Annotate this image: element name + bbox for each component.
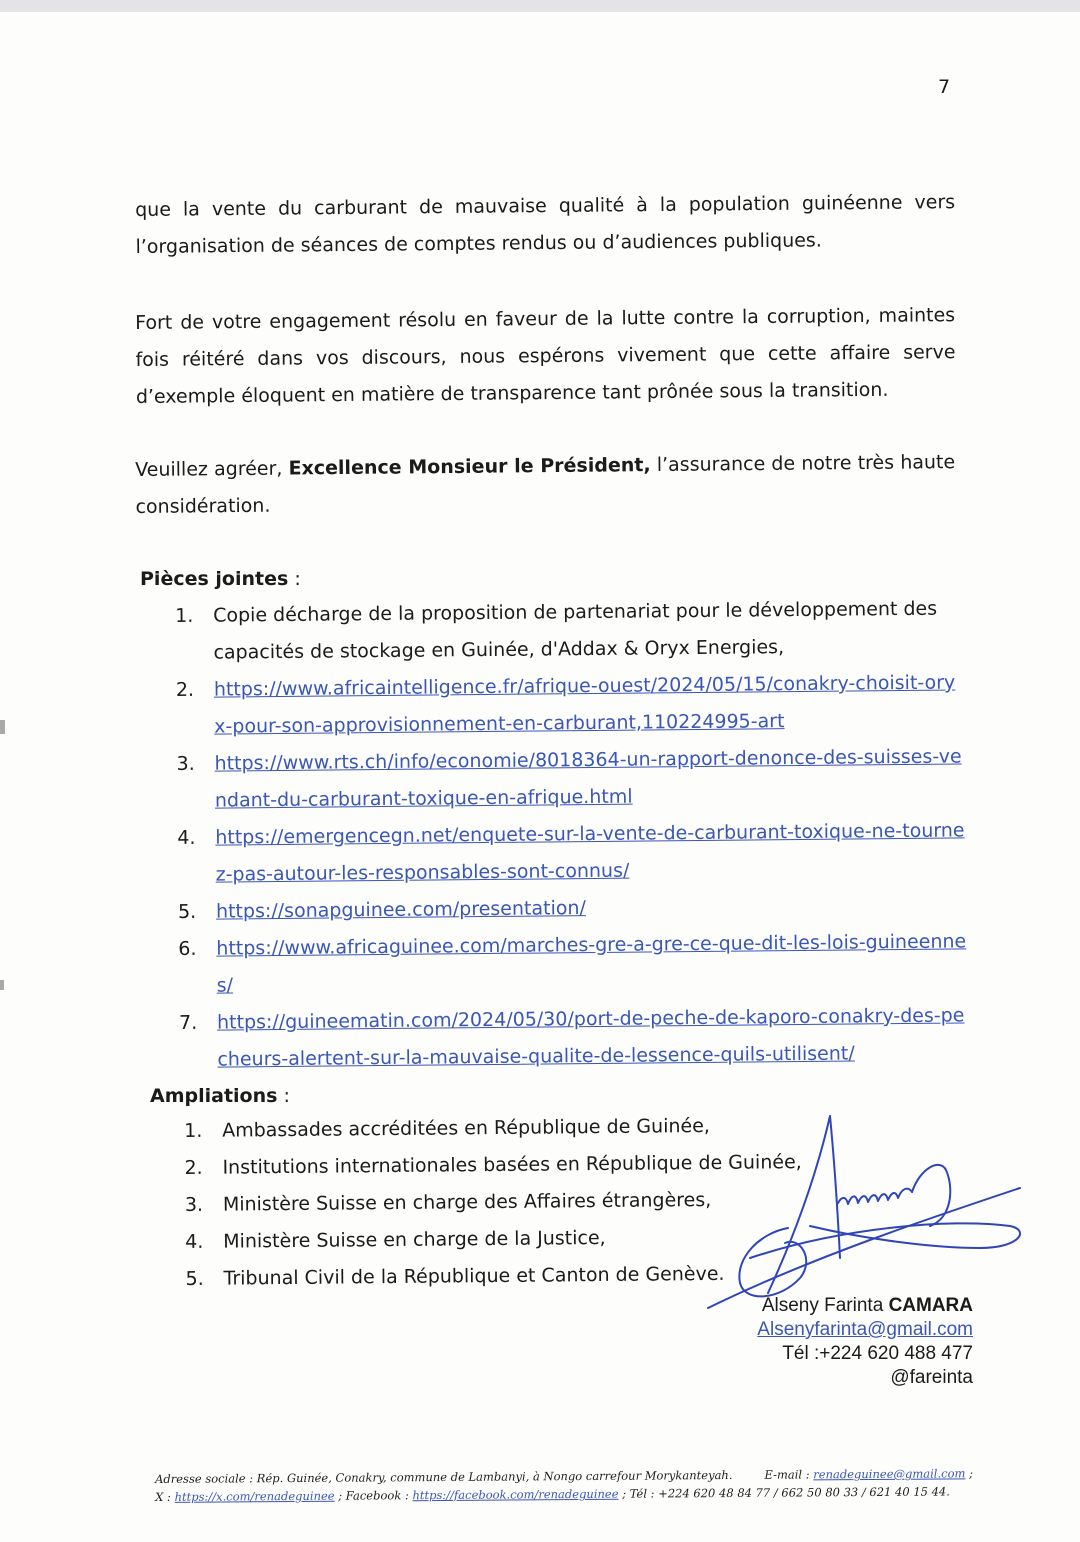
- closing-text: Veuillez agréer,: [135, 457, 289, 481]
- attachment-item: 7. https://guineematin.com/2024/05/30/port-de-peche-de-kaporo-conakry-des-pecheurs-alertent-sur-la-mauvaise-qualite-de-lessence-quils-utilisent/: [178, 1004, 965, 1071]
- attachment-item: 3. https://www.rts.ch/info/economie/8018364-un-rapport-denonce-des-suisses-vendant-du-carburant-toxique-en-afrique.html: [176, 745, 962, 812]
- page-number: 7: [938, 76, 951, 98]
- footer-address: Rép. Guinée, Conakry, commune de Lambanyi, à Nongo carrefour Morykanteyah.: [253, 1467, 733, 1486]
- attachment-item: 5. https://sonapguinee.com/presentation/: [177, 897, 586, 923]
- scan-edge-mark: [0, 980, 4, 990]
- attachment-link[interactable]: https://www.rts.ch/info/economie/8018364-un-rapport-denonce-des-suisses-vendant-du-carburant-toxique-en-afrique.html: [214, 745, 962, 812]
- attachment-item: 1. Copie décharge de la proposition de partenariat pour le développement des capacités de stockage en Guinée, d'Addax & Oryx Energies,: [175, 597, 938, 664]
- ampliation-item: 3. Ministère Suisse en charge des Affaires étrangères,: [184, 1188, 712, 1216]
- signatory-phone: Tél :+224 620 488 477: [782, 1343, 973, 1364]
- ampliation-item: 1. Ambassades accréditées en République de Guinée,: [184, 1114, 710, 1142]
- letterhead-footer: Adresse sociale : Rép. Guinée, Conakry, commune de Lambanyi, à Nongo carrefour Morykanteyah. E-mail : renadeguinee@gmail.com ; X : https://x.com/renadeguinee ; Facebook : https://facebook.com/renadeguinee ; Tél : +224 620 48 84 77 / 662 50 80 33 / 621 40 15 44.: [155, 1466, 973, 1504]
- scan-edge-mark: [0, 720, 5, 734]
- attachments-list: [175, 590, 970, 1079]
- attachment-item: 4. https://emergencegn.net/enquete-sur-la-vente-de-carburant-toxique-ne-tournez-pas-autour-les-responsables-sont-connus/: [177, 819, 965, 886]
- ampliations-heading: Ampliations :: [150, 1085, 290, 1107]
- footer-x-link[interactable]: https://x.com/renadeguinee: [174, 1488, 335, 1504]
- ampliation-item: 5. Tribunal Civil de la République et Canton de Genève.: [185, 1262, 725, 1290]
- attachment-text: Copie décharge de la proposition de partenariat pour le développement des capacités de stockage en Guinée, d'Addax & Oryx Energies,: [213, 597, 938, 664]
- body-paragraph-2: Fort de votre engagement résolu en faveur de la lutte contre la corruption, maintes fois réitéré dans vos discours, nous espérons vivement que cette affaire serve d’exemple éloquent en matière de transparence tant prônée sous la transition.: [135, 304, 956, 408]
- attachment-item: 2. https://www.africaintelligence.fr/afrique-ouest/2024/05/15/conakry-choisit-oryx-pour-son-approvisionnement-en-carburant,110224995-art: [175, 671, 956, 738]
- footer-email-link[interactable]: renadeguinee@gmail.com: [813, 1466, 966, 1482]
- footer-x-label: X :: [155, 1489, 171, 1504]
- attachment-link[interactable]: https://www.africaguinee.com/marches-gre-a-gre-ce-que-dit-les-lois-guineennes/: [216, 930, 967, 997]
- closing-paragraph: [135, 444, 956, 526]
- signatory-name: Alseny Farinta CAMARA: [761, 1295, 973, 1316]
- footer-facebook-label: Facebook :: [345, 1488, 409, 1503]
- addressee-title: Excellence Monsieur le Président,: [288, 454, 651, 480]
- attachment-link[interactable]: https://guineematin.com/2024/05/30/port-de-peche-de-kaporo-conakry-des-pecheurs-alertent-sur-la-mauvaise-qualite-de-lessence-quils-utilisent/: [216, 1004, 965, 1071]
- attachment-link[interactable]: https://emergencegn.net/enquete-sur-la-vente-de-carburant-toxique-ne-tournez-pas-autour-les-responsables-sont-connus/: [215, 819, 965, 886]
- footer-email-label: E-mail :: [764, 1467, 810, 1482]
- attachments-heading: Pièces jointes :: [140, 568, 301, 590]
- ampliation-item: 4. Ministère Suisse en charge de la Justice,: [185, 1226, 606, 1253]
- footer-tel-label: Tél :: [629, 1486, 655, 1501]
- footer-tel: +224 620 48 84 77 / 662 50 80 33 / 621 40 15 44.: [654, 1484, 950, 1501]
- ampliation-item: 2. Institutions internationales basées en République de Guinée,: [184, 1151, 802, 1179]
- attachment-link[interactable]: https://sonapguinee.com/presentation/: [215, 897, 586, 923]
- footer-address-label: Adresse sociale :: [155, 1471, 254, 1486]
- signatory-email[interactable]: Alsenyfarinta@gmail.com: [757, 1319, 973, 1340]
- footer-facebook-link[interactable]: https://facebook.com/renadeguinee: [412, 1486, 619, 1503]
- attachment-link[interactable]: https://www.africaintelligence.fr/afrique-ouest/2024/05/15/conakry-choisit-oryx-pour-son-approvisionnement-en-carburant,110224995-art: [213, 671, 956, 738]
- body-paragraph-1: que la vente du carburant de mauvaise qualité à la population guinéenne vers l’organisation de séances de comptes rendus ou d’audiences publiques.: [135, 191, 956, 258]
- signatory-handle: @fareinta: [890, 1367, 973, 1388]
- closing-text-end: l’assurance de notre très haute considération.: [135, 451, 956, 518]
- scan-top-edge: [0, 0, 1080, 12]
- attachment-item: 6. https://www.africaguinee.com/marches-gre-a-gre-ce-que-dit-les-lois-guineennes/: [178, 930, 967, 997]
- signatory-block: [757, 1294, 973, 1390]
